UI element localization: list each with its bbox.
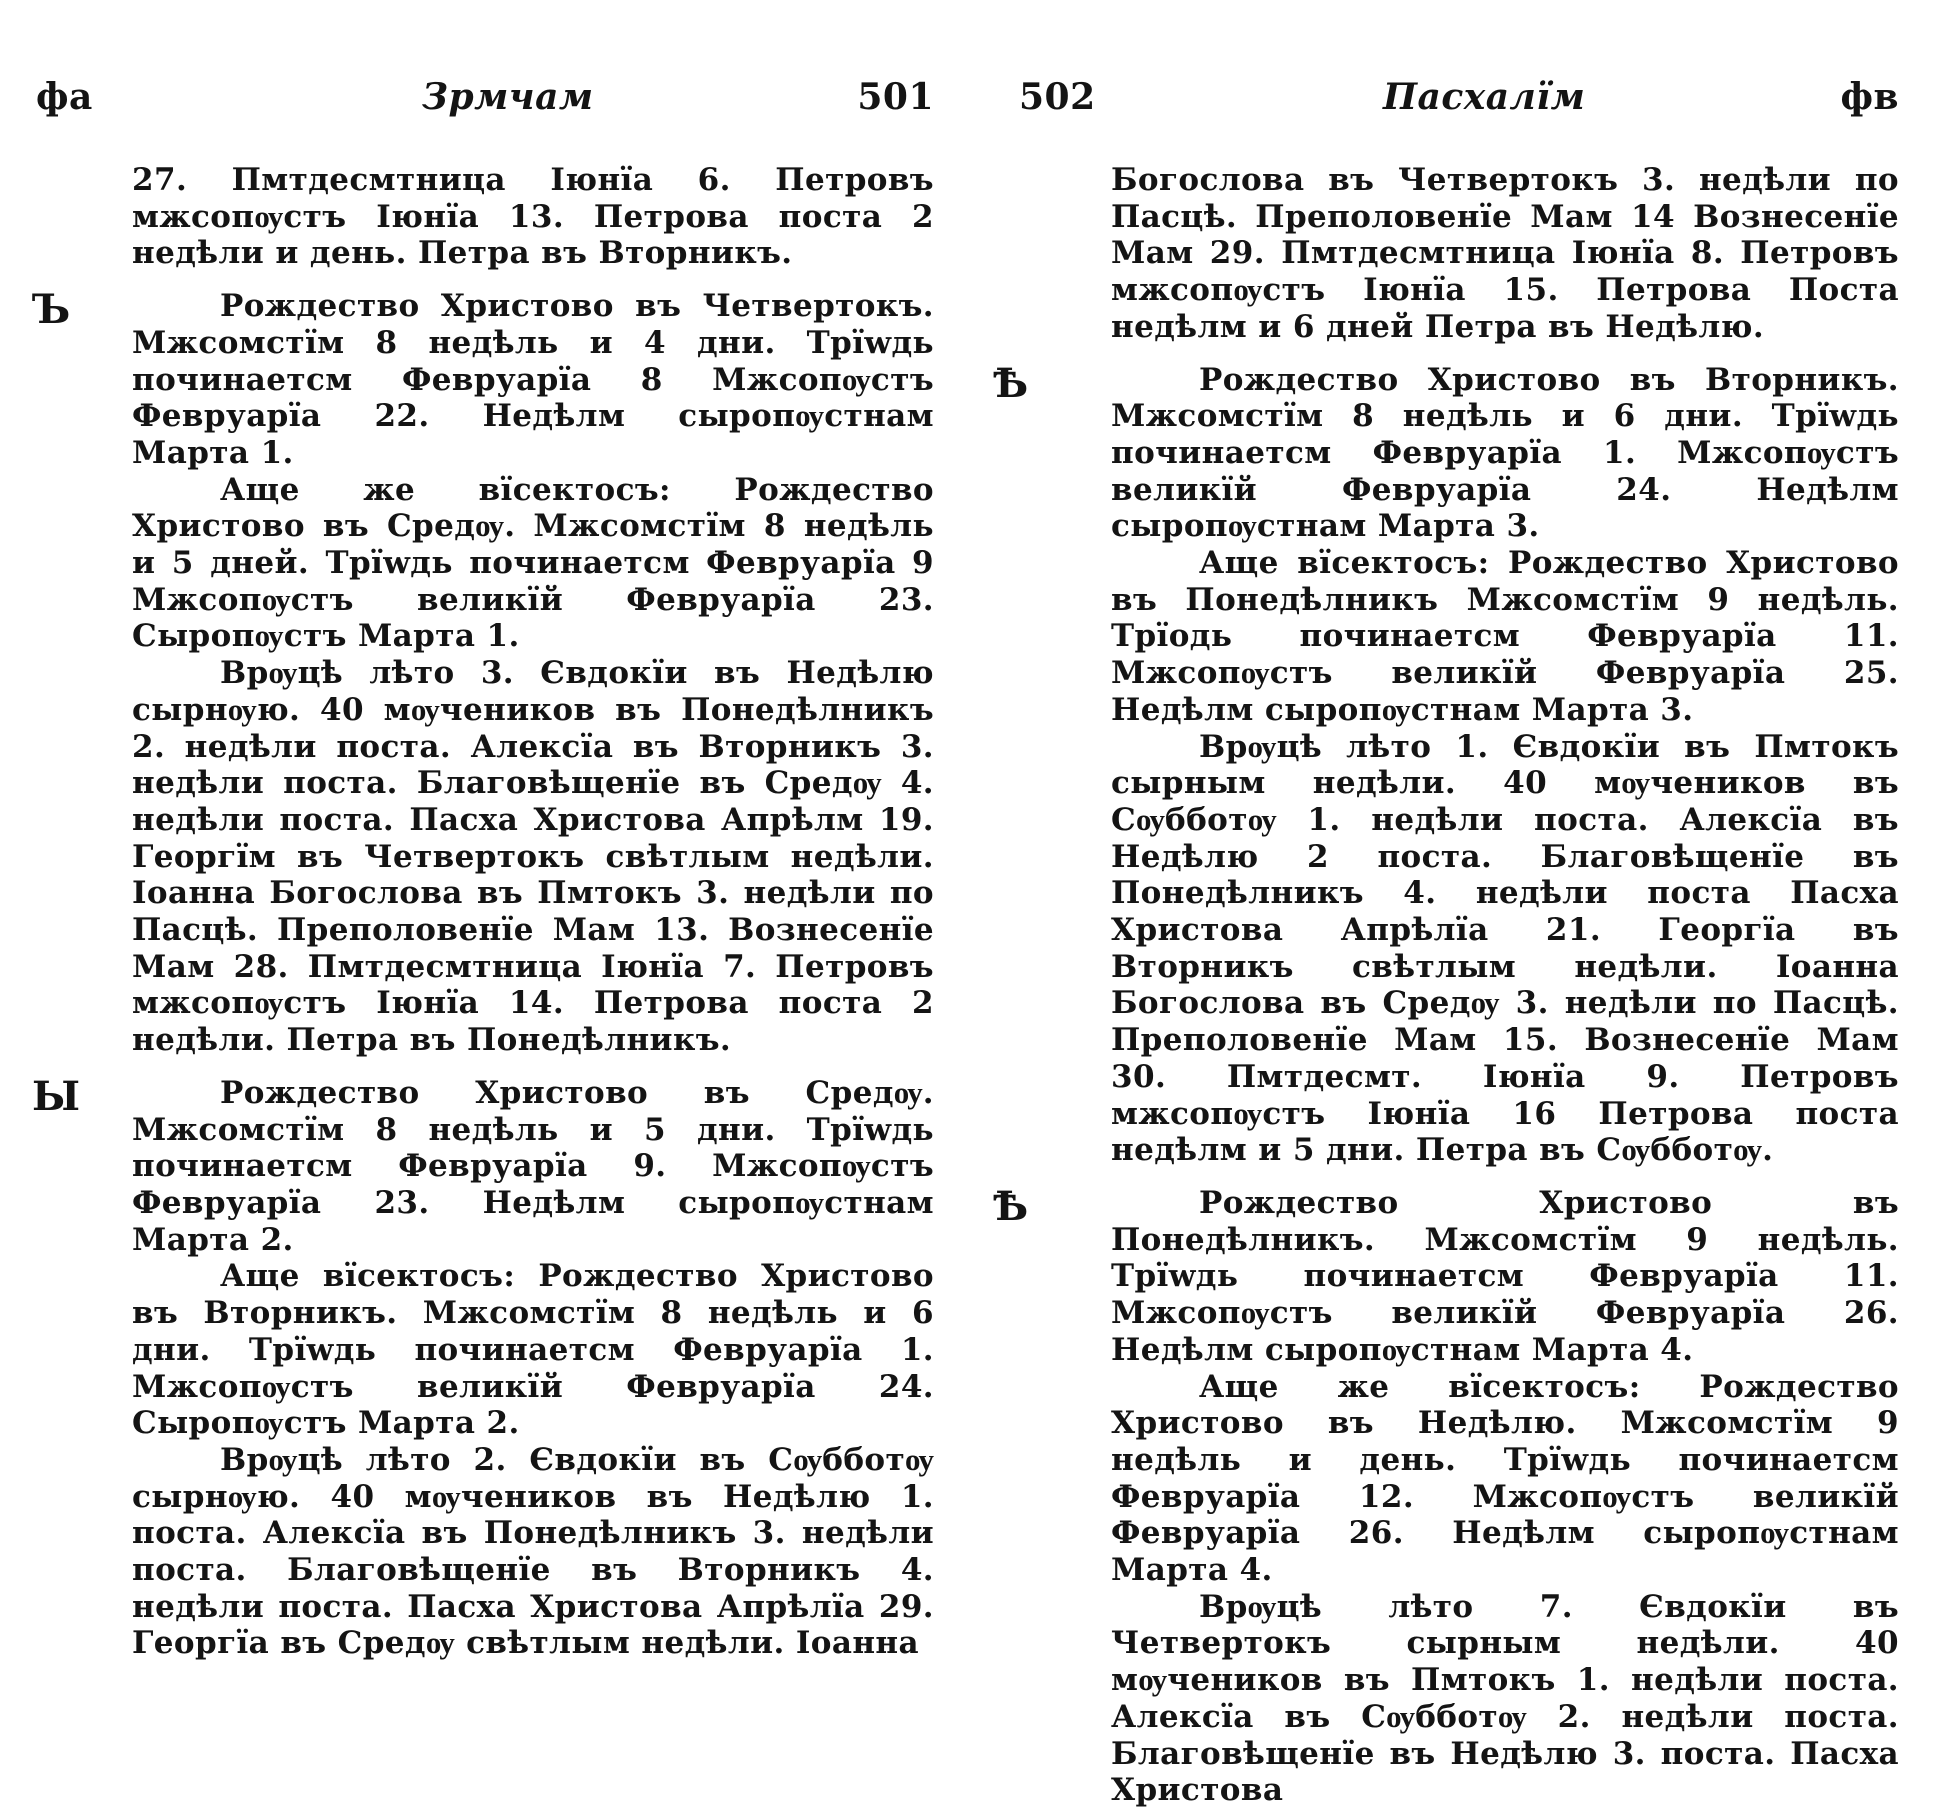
- section-marker: Ѣ: [993, 359, 1029, 407]
- left-paragraph: Рождество Христово въ Средѹ. Мжсомстїм 8 недѣль и 5 дни. Трїwдь починаетсм Февруарїа 9. Мжсопѹстъ Февруарїа 23. Недѣлм сыропѹстнам Марта 2.: [132, 1074, 934, 1258]
- left-section-1: [32, 286, 934, 1059]
- left-page-title: Зрмчам: [422, 76, 594, 118]
- right-section-1: [993, 359, 1899, 1169]
- left-paragraph: Аще вїсектосъ: Рождество Христово въ Вторникъ. Мжсомстїм 8 недѣль и 6 дни. Трїwдь починаетсм Февруарїа 1. Мжсопѹстъ великїй Февруарїа 24. Сыропѹстъ Марта 2.: [132, 1258, 934, 1442]
- right-paragraph: Аще вїсектосъ: Рождество Христово въ Понедѣлникъ Мжсомстїм 9 недѣль. Трїодь починаетсм Февруарїа 11. Мжсопѹстъ великїй Февруарїа 25. Недѣлм сыропѹстнам Марта 3.: [1111, 545, 1899, 728]
- right-page: [971, 0, 1942, 1809]
- right-page-title: Пасхалїм: [1383, 76, 1586, 118]
- right-paragraph: Богослова въ Четвертокъ 3. недѣли по Пасцѣ. Преполовенїе Мам 14 Вознесенїе Мам 29. Пмтдесмтница Іюнїа 8. Петровъ мжсопѹстъ Іюнїа 15. Петрова Поста недѣлм и 6 дней Петра въ Недѣлю.: [1111, 162, 1899, 345]
- left-paragraph: Врѹцѣ лѣто 3. Євдокїи въ Недѣлю сырнѹю. 40 мѹчеников въ Понедѣлникъ 2. недѣли поста. Алексїа въ Вторникъ 3. недѣли поста. Благовѣщенїе въ Средѹ 4. недѣли поста. Пасха Христова Апрѣлм 19. Георгїм въ Четвертокъ свѣтлым недѣли. Іоанна Богослова въ Пмтокъ 3. недѣли по Пасцѣ. Преполовенїе Мам 13. Вознесенїе Мам 28. Пмтдесмтница Іюнїа 7. Петровъ мжсопѹстъ Іюнїа 14. Петрова поста 2 недѣли. Петра въ Понедѣлникъ.: [132, 655, 934, 1059]
- right-section-2: [993, 1182, 1899, 1809]
- left-running-head: [36, 72, 934, 122]
- right-paragraph: Врѹцѣ лѣто 1. Євдокїи въ Пмтокъ сырным недѣли. 40 мѹчеников въ Сѹбботѹ 1. недѣли поста. Алексїа въ Недѣлю 2 поста. Благовѣщенїе въ Понедѣлникъ 4. недѣли поста Пасха Христова Апрѣлїа 21. Георгїа въ Вторникъ свѣтлым недѣли. Іоанна Богослова въ Средѹ 3. недѣли по Пасцѣ. Преполовенїе Мам 15. Вознесенїе Мам 30. Пмтдесмт. Іюнїа 9. Петровъ мжсопѹстъ Іюнїа 16 Петрова поста недѣлм и 5 дни. Петра въ Сѹбботѹ.: [1111, 728, 1899, 1169]
- left-paragraph: 27. Пмтдесмтница Іюнїа 6. Петровъ мжсопѹстъ Іюнїа 13. Петрова поста 2 недѣли и день. Петра въ Вторникъ.: [132, 162, 934, 272]
- right-paragraph: Аще же вїсектосъ: Рождество Христово въ Недѣлю. Мжсомстїм 9 недѣль и день. Трїwдь починаетсм Февруарїа 12. Мжсопѹстъ великїй Февруарїа 26. Недѣлм сыропѹстнам Марта 4.: [1111, 1368, 1899, 1589]
- right-section-0: [1111, 162, 1899, 346]
- right-paragraph: Врѹцѣ лѣто 7. Євдокїи въ Четвертокъ сырным недѣли. 40 мѹчеников въ Пмтокъ 1. недѣли поста. Алексїа въ Сѹбботѹ 2. недѣли поста. Благовѣщенїе въ Недѣлю 3. поста. Пасха Христова: [1111, 1588, 1899, 1809]
- left-folio-cyrillic: фа: [36, 76, 93, 118]
- right-page-number: 502: [1019, 76, 1096, 118]
- section-marker: Ъ: [32, 286, 71, 334]
- left-page: [0, 0, 971, 1662]
- left-page-number: 501: [857, 76, 934, 118]
- left-paragraph: Врѹцѣ лѣто 2. Євдокїи въ Сѹбботѹ сырнѹю. 40 мѹчеников въ Недѣлю 1. поста. Алексїа въ Понедѣлникъ 3. недѣли поста. Благовѣщенїе въ Вторникъ 4. недѣли поста. Пасха Христова Апрѣлїа 29. Георгїа въ Средѹ свѣтлым недѣли. Іоанна: [132, 1441, 934, 1662]
- left-paragraph: Аще же вїсектосъ: Рождество Христово въ Средѹ. Мжсомстїм 8 недѣль и 5 дней. Трїwдь починаетсм Февруарїа 9 Мжсопѹстъ великїй Февруарїа 23. Сыропѹстъ Марта 1.: [132, 471, 934, 655]
- left-paragraph: Рождество Христово въ Четвертокъ. Мжсомстїм 8 недѣль и 4 дни. Трїwдь починаетсм Февруарїа 8 Мжсопѹстъ Февруарїа 22. Недѣлм сыропѹстнам Марта 1.: [132, 288, 934, 471]
- right-running-head: [1019, 72, 1899, 122]
- right-paragraph: Рождество Христово въ Вторникъ. Мжсомстїм 8 недѣль и 6 дни. Трїwдь починаетсм Февруарїа 1. Мжсопѹстъ великїй Февруарїа 24. Недѣлм сыропѹстнам Марта 3.: [1111, 361, 1899, 545]
- section-marker: Ы: [32, 1072, 81, 1120]
- right-folio-cyrillic: фв: [1840, 76, 1899, 118]
- section-marker: Ѣ: [993, 1182, 1029, 1230]
- right-body-text: [993, 162, 1899, 1819]
- left-section-2: [32, 1072, 934, 1662]
- left-body-text: [32, 162, 934, 1672]
- left-section-0: [132, 162, 934, 272]
- right-paragraph: Рождество Христово въ Понедѣлникъ. Мжсомстїм 9 недѣль. Трїwдь починаетсм Февруарїа 11. Мжсопѹстъ великїй Февруарїа 26. Недѣлм сыропѹстнам Марта 4.: [1111, 1184, 1899, 1368]
